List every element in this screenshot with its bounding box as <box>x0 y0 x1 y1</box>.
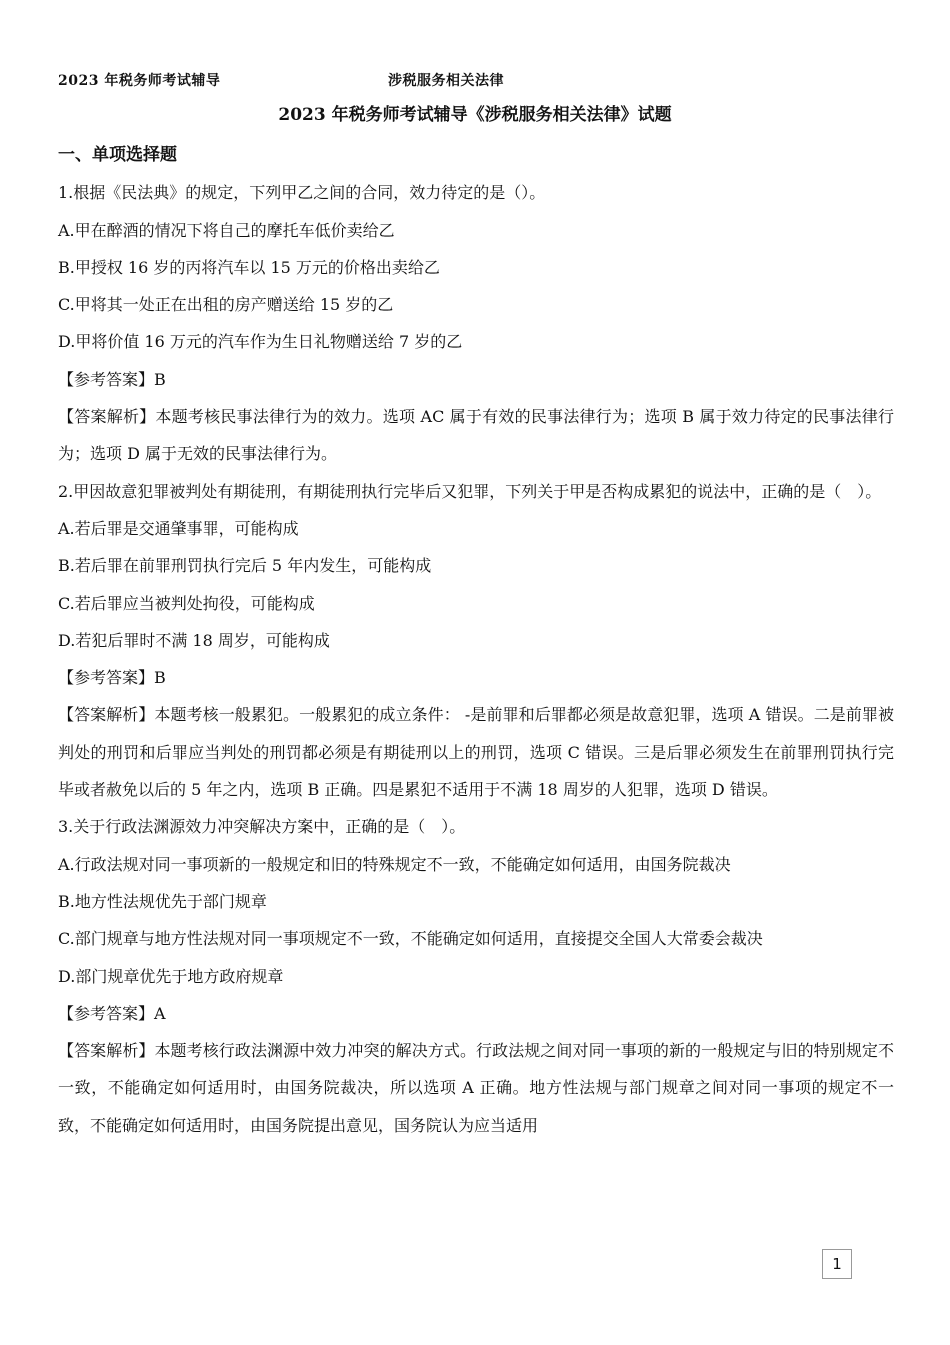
question-3-answer: 【参考答案】A <box>58 1003 166 1023</box>
header-subject: 涉税服务相关法律 <box>388 73 504 89</box>
question-3-explanation: 【答案解析】本题考核行政法渊源中效力冲突的解决方式。行政法规之间对同一事项的新的一般规定与旧的特别规定不一致，不能确定如何适用时，由国务院裁决，所以选项 A 正确。地方性法规与部门规章之间对同一事项的规定不一致，不能确定如何适用时，由国务院提出意见，国务院认为应当适用 <box>58 1041 894 1135</box>
header-exam-name: 2023 年税务师考试辅导 <box>58 73 221 89</box>
question-2-explanation: 【答案解析】本题考核一般累犯。一般累犯的成立条件： -是前罪和后罪都必须是故意犯罪，选项 A 错误。二是前罪被判处的刑罚和后罪应当判处的刑罚都必须是有期徒刑以上的刑罚，选项 C 错误。三是后罪必须发生在前罪刑罚执行完毕或者赦免以后的 5 年之内，选项 B 正确。四是累犯不适用于不满 18 周岁的人犯罪，选项 D 错误。 <box>58 705 894 800</box>
question-1-option-a: A.甲在醉酒的情况下将自己的摩托车低价卖给乙 <box>58 220 395 240</box>
document-title: 2023 年税务师考试辅导《涉税服务相关法律》试题 <box>278 105 672 125</box>
page-number: 1 <box>822 1249 852 1279</box>
question-2-stem: 2.甲因故意犯罪被判处有期徒刑，有期徒刑执行完毕后又犯罪，下列关于甲是否构成累犯的说法中，正确的是（ ）。 <box>58 481 882 501</box>
question-1-option-d: D.甲将价值 16 万元的汽车作为生日礼物赠送给 7 岁的乙 <box>58 332 463 352</box>
question-2-option-b: B.若后罪在前罪刑罚执行完后 5 年内发生，可能构成 <box>58 556 432 576</box>
question-2-option-c: C.若后罪应当被判处拘役，可能构成 <box>58 593 315 613</box>
question-2-option-a: A.若后罪是交通肇事罪，可能构成 <box>58 518 299 538</box>
question-2-answer: 【参考答案】B <box>58 668 166 688</box>
question-2-option-d: D.若犯后罪时不满 18 周岁，可能构成 <box>58 630 330 650</box>
question-1-option-c: C.甲将其一处正在出租的房产赠送给 15 岁的乙 <box>58 295 394 315</box>
question-3-option-d: D.部门规章优先于地方政府规章 <box>58 966 284 986</box>
question-3-stem: 3.关于行政法渊源效力冲突解决方案中，正确的是（ ）。 <box>58 817 466 837</box>
question-3-option-b: B.地方性法规优先于部门规章 <box>58 891 267 911</box>
question-1-answer: 【参考答案】B <box>58 369 166 389</box>
section-heading: 一、单项选择题 <box>58 145 177 165</box>
question-1-explanation: 【答案解析】本题考核民事法律行为的效力。选项 AC 属于有效的民事法律行为；选项 B 属于效力待定的民事法律行为；选项 D 属于无效的民事法律行为。 <box>58 407 894 464</box>
question-1-stem: 1.根据《民法典》的规定，下列甲乙之间的合同，效力待定的是（）。 <box>58 183 546 203</box>
question-3-option-c: C.部门规章与地方性法规对同一事项规定不一致，不能确定如何适用，直接提交全国人大常委会裁决 <box>58 929 763 949</box>
question-1-option-b: B.甲授权 16 岁的丙将汽车以 15 万元的价格出卖给乙 <box>58 257 440 277</box>
question-3-option-a: A.行政法规对同一事项新的一般规定和旧的特殊规定不一致，不能确定如何适用，由国务院裁决 <box>58 854 731 874</box>
document-body <box>58 137 894 1144</box>
